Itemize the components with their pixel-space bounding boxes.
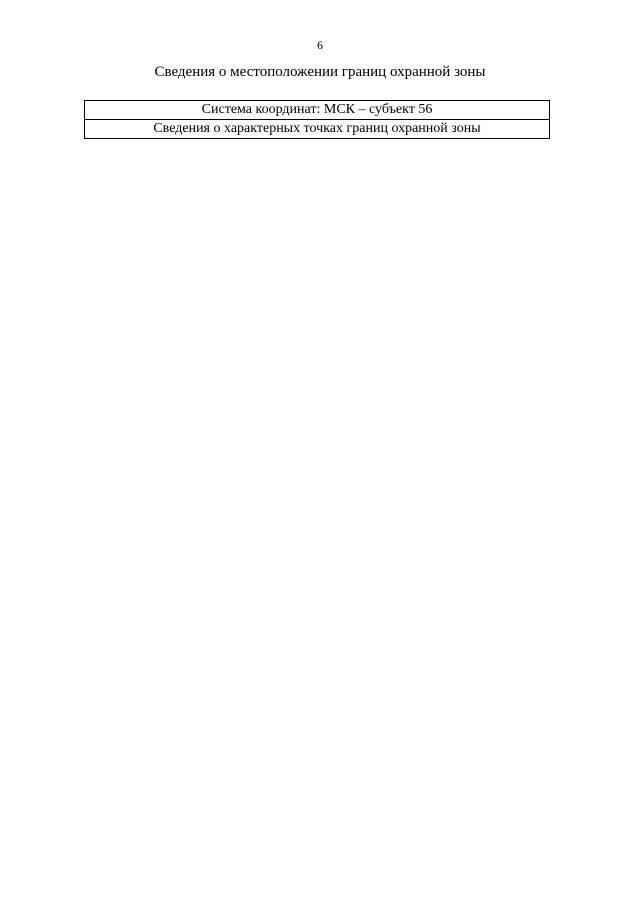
coordinates-table — [84, 100, 550, 139]
table-subtitle-cell: Сведения о характерных точках границ охранной зоны — [85, 120, 550, 139]
coordinate-system-cell: Система координат: МСК – субъект 56 — [85, 101, 550, 120]
page-title: Сведения о местоположении границ охранной зоны — [154, 64, 486, 80]
page-number: 6 — [317, 38, 323, 52]
